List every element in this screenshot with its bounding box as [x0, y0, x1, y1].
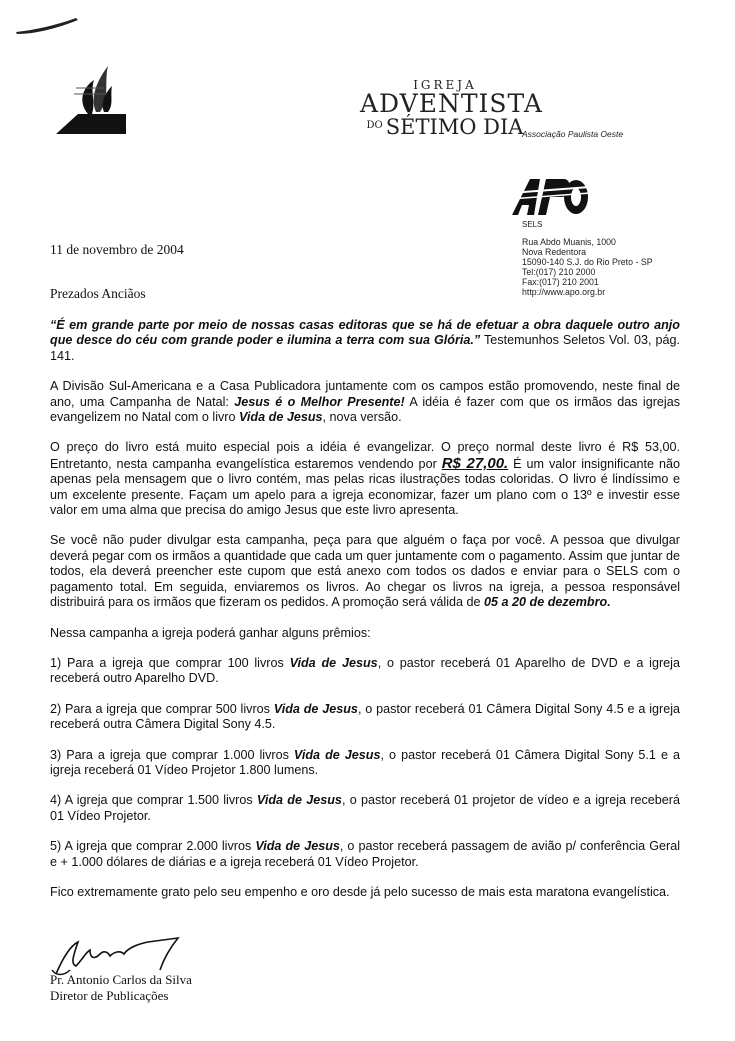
church-setimo: SÉTIMO DIA: [385, 115, 524, 139]
address-line: Nova Redentora: [522, 247, 587, 257]
book-title: Vida de Jesus: [256, 793, 342, 808]
prize-text: , o pastor receberá 01 Aparelho de DVD e a igreja receberá outro Aparelho DVD.: [50, 655, 680, 686]
prize-text: 1) Para a igreja que comprar 100 livros: [50, 655, 290, 670]
prize-text: , o pastor receberá 01 Câmera Digital Sony 5.1 e a igreja receberá 01 Vídeo Projetor 1.800 lumens.: [50, 747, 680, 777]
quote-paragraph: [50, 318, 680, 364]
quote-source: Testemunhos Seletos Vol. 03, pág. 141.: [50, 333, 680, 363]
prize-text: 3) Para a igreja que comprar 1.000 livros: [50, 747, 294, 762]
signer-title: Diretor de Publicações: [50, 988, 169, 1003]
church-setimo-dia: [360, 115, 530, 138]
closing-paragraph: Fico extremamente grato pelo seu empenho e oro desde já pelo sucesso de mais esta maratona evangelística.: [50, 884, 670, 899]
address-line: 15090-140 S.J. do Rio Preto - SP: [522, 257, 653, 267]
prize-text: , o pastor receberá passagem de avião p/ conferência Geral e + 1.000 dólares de diárias e a igreja receberá 01 Vídeo Projetor.: [50, 839, 680, 869]
address-line: http://www.apo.org.br: [522, 287, 606, 297]
letter-body: [50, 318, 680, 915]
book-title: Vida de Jesus: [273, 701, 358, 716]
pen-stroke-mark: [14, 10, 84, 40]
address-line: Tel:(017) 210 2000: [522, 267, 596, 277]
letter-date: 11 de novembro de 2004: [50, 242, 184, 257]
sels-label: SELS: [522, 220, 543, 229]
prize-item: [50, 839, 680, 870]
campaign-price: R$ 27,00.: [441, 454, 509, 472]
price-text-2: É um valor insignificante não apenas pela mensagem que o livro contém, mas pelas ricas ilustrações todas coloridas. O livro é lindíssimo e um excelente presente. Façam um apelo para a igreja economizar, fazer um plano com o 13º e investir esse valor em uma alma que precisa do amigo Jesus que este livro apresenta.: [50, 456, 680, 518]
church-adventista: ADVENTISTA: [360, 89, 543, 118]
campaign-text: A Divisão Sul-Americana e a Casa Publicadora juntamente com os campos estão promovendo, neste final de ano, uma Campanha de Natal:: [50, 379, 680, 409]
book-title: Vida de Jesus: [239, 410, 323, 425]
price-paragraph: [50, 440, 680, 518]
address-block: [522, 237, 653, 297]
signature-block: [50, 972, 192, 1004]
instructions-paragraph: [50, 533, 680, 610]
apo-logo-icon: [510, 175, 590, 217]
association-name: Associação Paulista Oeste: [522, 129, 624, 139]
signer-name: Pr. Antonio Carlos da Silva: [50, 972, 192, 987]
book-title: Vida de Jesus: [289, 655, 378, 670]
letter-greeting: Prezados Anciãos: [50, 286, 146, 301]
instructions-text: Se você não puder divulgar esta campanha, peça para que alguém o faça por você. A pessoa que divulgar deverá pegar com os irmãos a quantidade que cada um quer juntamente com o pagamento. Assim que juntar de todos, ela deverá preencher este cupom que está anexo com todos os dados e enviar para o SELS com o pagamento total. Em seguida, enviaremos os livros. Ao chegar os livros na igreja, a pessoa responsável distribuirá para os irmãos que fizeram os pedidos. A promoção será válida de: [50, 533, 680, 610]
book-title: Vida de Jesus: [255, 839, 340, 854]
book-title: Vida de Jesus: [293, 747, 381, 762]
prize-item: [50, 702, 680, 733]
prizes-intro: Nessa campanha a igreja poderá ganhar alguns prêmios:: [50, 625, 371, 640]
quote-text: “É em grande parte por meio de nossas casas editoras que se há de efetuar a obra daquele outro anjo que desce do céu com grande poder e ilumina a terra com sua Glória.”: [50, 318, 680, 348]
price-text: O preço do livro está muito especial pois a idéia é evangelizar. O preço normal deste livro é R$ 53,00. Entretanto, nesta campanha evangelística estaremos vendendo por: [50, 440, 680, 471]
prize-text: 4) A igreja que comprar 1.500 livros: [50, 793, 257, 808]
prize-item: [50, 656, 680, 687]
campaign-text-3: , nova versão.: [322, 410, 402, 425]
church-igreja: IGREJA: [413, 78, 477, 92]
campaign-text-2: A idéia é fazer com que os irmãos das igrejas evangelizem no Natal com o livro: [50, 394, 680, 425]
address-line: Fax:(017) 210 2001: [522, 277, 599, 287]
address-line: Rua Abdo Muanis, 1000: [522, 237, 616, 247]
prize-text: 2) Para a igreja que comprar 500 livros: [50, 701, 274, 716]
prize-text: 5) A igreja que comprar 2.000 livros: [50, 839, 256, 854]
promotion-dates: 05 a 20 de dezembro.: [484, 595, 611, 610]
prize-item: [50, 793, 680, 824]
church-logo-icon: [56, 58, 126, 136]
campaign-paragraph: [50, 379, 680, 425]
prize-item: [50, 748, 680, 779]
church-name: [360, 78, 543, 139]
prize-text: , o pastor receberá 01 projetor de vídeo e a igreja receberá 01 Vídeo Projetor.: [50, 793, 680, 823]
church-do: DO: [366, 120, 383, 131]
campaign-name: Jesus é o Melhor Presente!: [234, 394, 405, 409]
prize-text: , o pastor receberá 01 Câmera Digital Sony 4.5 e a igreja receberá outra Câmera Digital Sony 4.5.: [50, 701, 680, 732]
